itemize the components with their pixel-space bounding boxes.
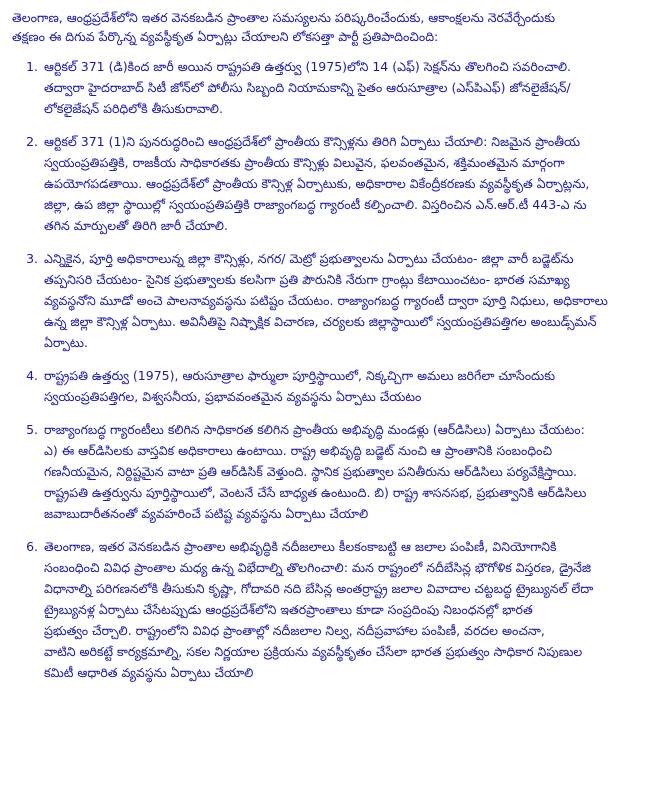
- list-item-line: ఎన్నికైన, పూర్తి అధికారాలున్న జిల్లా కౌన్సిళ్లు, నగర/ మెట్రో ప్రభుత్వాలను ఏర్పాటు చేయటం- జిల్లా వారీ బడ్జెట్‌ను: [44, 250, 574, 266]
- list-item-line: ఉపయోగపడతాయి. ఆంధ్రప్రదేశ్‌లో ప్రాంతీయ కౌన్సిళ్ల ఏర్పాటుకు, అధికారాల వికేంద్రీకరణకు వ్యవస్థీకృత ఏర్పాట్లను,: [44, 175, 590, 191]
- list-item-line: తెలంగాణ, ఇతర వెనకబడిన ప్రాంతాల అభివృద్ధికి నదీజలాలు కీలకంకాబట్టి ఆ జలాల పంపిణీ, వినియోగానికి: [44, 538, 557, 554]
- list-item: [12, 249, 654, 353]
- list-item-line: వాటిని అరికట్టే కార్యక్రమాల్ని, సకల నిర్ణయాల ప్రక్రియను వ్యవస్థీకృతం చేసేలా భారత ప్రభుత్వం సాధికార నిపుణుల: [44, 643, 583, 659]
- list-item-line: రాష్ట్రపతి ఉత్తర్వును పూర్తిస్థాయిలో, వెంటనే చేసే బాధ్యత ఉంటుంది. బి) రాష్ట్ర శాసనసభ, ప్రభుత్వానికి ఆర్‌డిసిలు: [44, 484, 587, 500]
- list-item-body: [44, 57, 654, 119]
- list-item-line: తద్వారా హైదరాబాద్ సిటీ జోన్‌లో పోలీసు సిబ్బంది నియామకాన్ని సైతం ఆరుసూత్రాల (ఎస్‌పిఎఫ్) జోనలైజేషన్/: [44, 79, 571, 95]
- list-item-line: జిల్లా, ఉప జిల్లా స్థాయిల్లో స్వయంప్రతిపత్తికి రాజ్యాంగబద్ధ గ్యారంటీ కల్పించాలి. విస్తరించిన ఎన్.ఆర్.టీ 443-ఎ ను: [44, 196, 587, 212]
- list-item-line: ట్రైబ్యునళ్ల ఏర్పాటు చేసేటప్పుడు ఆంధ్రప్రదేశ్‌లోని ఇతరప్రాంతాలు కూడా సంప్రదింపు నిబంధనల్లో భారత: [44, 601, 533, 617]
- list-item-line: స్వయంప్రతిపత్తికి, రాజకీయ సాధికారతకు ప్రాంతీయ కౌన్సిళ్లు విలువైన, ఫలవంతమైన, శక్తిమంతమైన మార్గంగా: [44, 154, 565, 170]
- list-item-number: 1.: [26, 58, 38, 74]
- list-item-number: 4.: [26, 367, 38, 383]
- list-item-line: జవాబుదారీతనంతో వ్యవహరించే పటిష్ట వ్యవస్థను ఏర్పాటు చేయాలి: [44, 505, 369, 521]
- list-item-body: [44, 537, 654, 683]
- list-item-body: [44, 420, 654, 524]
- list-item-line: సంబంధించి వివిధ ప్రాంతాల మధ్య ఉన్న విభేదాల్ని తొలగించాలి: మన రాష్ట్రంలో నదీబేసిన్ల భౌగోళిక విస్తరణ, డ్రైనేజి: [44, 559, 592, 575]
- list-item-line: ఉన్న జిల్లా కౌన్సిళ్ల ఏర్పాటు. అవినీతిపై నిష్పాక్షిక విచారణ, చర్యలకు జిల్లాస్థాయిలో స్వయంప్రతిపత్తిగల అంబుడ్స్‌మన్: [44, 313, 597, 329]
- list-item-line: రాజ్యాంగబద్ధ గ్యారంటీలు కలిగిన సాధికారత కలిగిన ప్రాంతీయ అభివృద్ధి మండళ్లు (ఆర్‌డిసిలు) ఏర్పాటు చేయటం:: [44, 421, 585, 437]
- list-item-line: ప్రభుత్వం చేర్చాలి. రాష్ట్రంలోని వివిధ ప్రాంతాల్లో నదీజలాల నిల్వ, నదీప్రవాహాల పంపిణీ, వరదల అంచనా,: [44, 622, 545, 638]
- list-item-number: 2.: [26, 133, 38, 149]
- list-item: [12, 132, 654, 236]
- list-item-line: కమిటీ ఆధారిత వ్యవస్థను ఏర్పాటు చేయాలి: [44, 664, 254, 680]
- list-item-line: ఏర్పాటు.: [44, 334, 88, 350]
- list-item-body: [44, 132, 654, 236]
- list-item: [12, 366, 654, 407]
- list-item: [12, 420, 654, 524]
- intro-line: తక్షణం ఈ దిగువ పేర్కొన్న వ్యవస్థీకృత ఏర్పాట్లు చేయాలని లోకసత్తా పార్టీ ప్రతిపాదించింది:: [12, 29, 439, 45]
- list-item-number: 3.: [26, 250, 38, 266]
- list-item-line: విధానాల్ని పరిగణనలోకి తీసుకుని కృష్ణా, గోదావరి నది బేసిన్ల అంతర్రాష్ట్ర జలాల వివాదాల చట్టబద్ధ ట్రైబ్యునల్ లేదా: [44, 580, 594, 596]
- intro-line: తెలంగాణ, ఆంధ్రప్రదేశ్‌లోని ఇతర వెనకబడిన ప్రాంతాల సమస్యలను పరిష్కరించేందుకు, ఆకాంక్షలను నెరవేర్చేందుకు: [12, 10, 556, 25]
- list-item-number: 6.: [26, 538, 38, 554]
- list-item-line: ఎ) ఈ ఆర్‌డిసిలకు వాస్తవిక అధికారాలు ఉంటాయి. రాష్ట్ర అభివృద్ధి బడ్జెట్ నుంచి ఆ ప్రాంతానికి సంబంధించి: [44, 442, 553, 458]
- list-item-line: వ్యవస్థనోని మూడో అంచె పాలనావ్యవస్థను పటిష్టం చేయటం. రాజ్యాంగబద్ధ గ్యారంటీ ద్వారా పూర్తి నిధులు, అధికారాలు: [44, 292, 608, 308]
- list-item-line: ఆర్టికల్ 371 (1)ని పునరుద్ధరించి ఆంధ్రప్రదేశ్‌లో ప్రాంతీయ కౌన్సిళ్లను తిరిగి ఏర్పాటు చేయాలి: నిజమైన ప్రాంతీయ: [44, 133, 581, 149]
- list-item-body: [44, 366, 654, 407]
- intro-paragraph: [12, 8, 654, 47]
- list-item-line: స్వయంప్రతిపత్తిగల, విశ్వసనీయ, ప్రభావవంతమైన వ్యవస్థను ఏర్పాటు చేయటం: [44, 388, 422, 404]
- list-item-body: [44, 249, 654, 353]
- list-item-line: తప్పనిసరి చేయటం- సైనిక ప్రభుత్వాలకు కలసిగా ప్రతి పౌరునికి నేరుగా గ్రాంట్లు కేటాయించటం- భారత సమాఖ్య: [44, 271, 570, 287]
- list-item-number: 5.: [26, 421, 38, 437]
- list-item: [12, 57, 654, 119]
- list-item-line: లోకలైజేషన్ పరిధిలోకి తీసుకురావాలి.: [44, 100, 223, 116]
- list-item: [12, 537, 654, 683]
- list-item-line: గణనీయమైన, నిర్దిష్టమైన వాటా ప్రతి ఆర్‌డిసిక్ వెళ్తుంది. స్థానిక ప్రభుత్వాల పనితీరును ఆర్‌డిసిలు పర్యవేక్షిస్తాయి.: [44, 463, 577, 479]
- list-item-line: రాష్ట్రపతి ఉత్తర్వు (1975), ఆరుసూత్రాల ఫార్ములా పూర్తిస్థాయిలో, నిక్కచ్చిగా అమలు జరిగేలా చూసేందుకు: [44, 367, 556, 383]
- list-item-line: ఆర్టికల్ 371 (డి)కింద జారీ అయిన రాష్ట్రపతి ఉత్తర్వు (1975)లోని 14 (ఎఫ్) సెక్షన్‌ను తొలగించి సవరించాలి.: [44, 58, 571, 74]
- list-item-line: తగిన మార్పులతో తిరిగి జారీ చేయాలి.: [44, 217, 228, 233]
